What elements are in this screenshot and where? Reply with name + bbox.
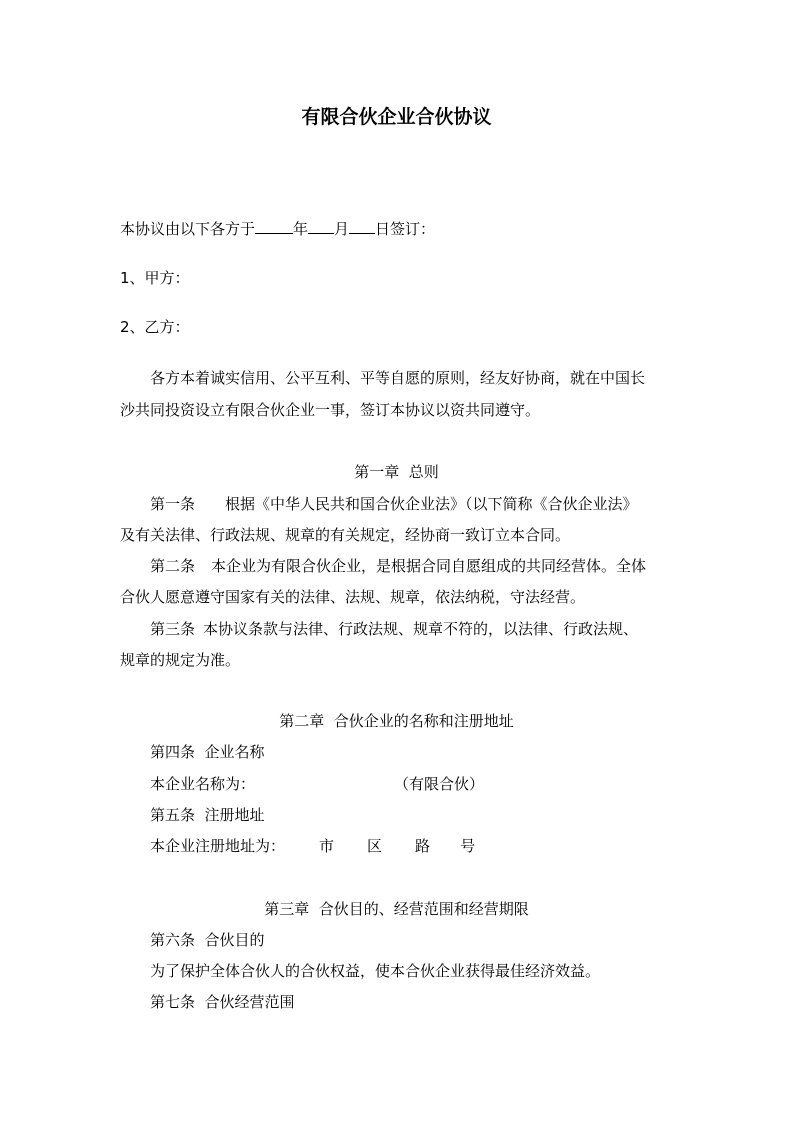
address-road: 路 [415,837,431,855]
company-name-line [150,774,484,794]
day-blank [349,219,375,234]
article-5-heading: 第五条 注册地址 [150,806,265,824]
year-blank [255,219,293,234]
preamble-line-2: 沙共同投资设立有限合伙企业一事，签订本协议以资共同遵守。 [120,401,541,419]
address-line [150,836,475,856]
chapter-1-heading: 第一章 总则 [354,463,439,481]
article-3-line-2: 规章的规定为准。 [120,651,241,669]
article-6-heading: 第六条 合伙目的 [150,931,265,949]
party-b: 2、乙方： [120,318,190,336]
article-2-line-2: 合伙人愿意遵守国家有关的法律、法规、规章，依法纳税，守法经营。 [120,588,586,606]
article-1-line-2: 及有关法律、行政法规、规章的有关规定，经协商一致订立本合同。 [120,526,571,544]
address-label: 本企业注册地址为： [150,837,286,855]
intro-month: 月 [334,220,350,238]
article-2-line-1 [150,556,646,576]
chapter-3-heading: 第三章 合伙目的、经营范围和经营期限 [264,900,529,918]
month-blank [308,219,334,234]
address-district: 区 [367,837,383,855]
chapter-2-heading: 第二章 合伙企业的名称和注册地址 [279,712,514,730]
article-2-text: 本企业为有限合伙企业，是根据合同自愿组成的共同经营体。全体 [211,557,647,575]
document-title: 有限合伙企业合伙协议 [301,106,492,128]
address-number: 号 [460,837,476,855]
preamble-line-1: 各方本着诚实信用、公平互利、平等自愿的原则，经友好协商，就在中国长 [150,369,646,387]
article-1-label: 第一条 [150,495,196,513]
article-1-line-1 [150,494,638,514]
article-3-label: 第三条 [150,620,196,638]
purpose-text: 为了保护全体合伙人的合伙权益，使本合伙企业获得最佳经济效益。 [150,962,601,980]
article-3-text: 本协议条款与法律、行政法规、规章不符的，以法律、行政法规、 [203,620,639,638]
intro-prefix: 本协议由以下各方于 [120,220,256,238]
article-1-text: 根据《中华人民共和国合伙企业法》（以下简称《合伙企业法》 [225,495,638,513]
company-name-label: 本企业名称为： [150,775,256,793]
article-3-line-1 [150,619,638,639]
address-city: 市 [319,837,335,855]
company-name-suffix: （有限合伙） [394,775,485,793]
intro-year: 年 [293,220,309,238]
article-7-heading: 第七条 合伙经营范围 [150,993,295,1011]
intro-line [120,219,435,239]
article-4-heading: 第四条 企业名称 [150,743,265,761]
party-a: 1、甲方： [120,269,190,287]
article-2-label: 第二条 [150,557,196,575]
intro-day: 日签订： [375,220,436,238]
